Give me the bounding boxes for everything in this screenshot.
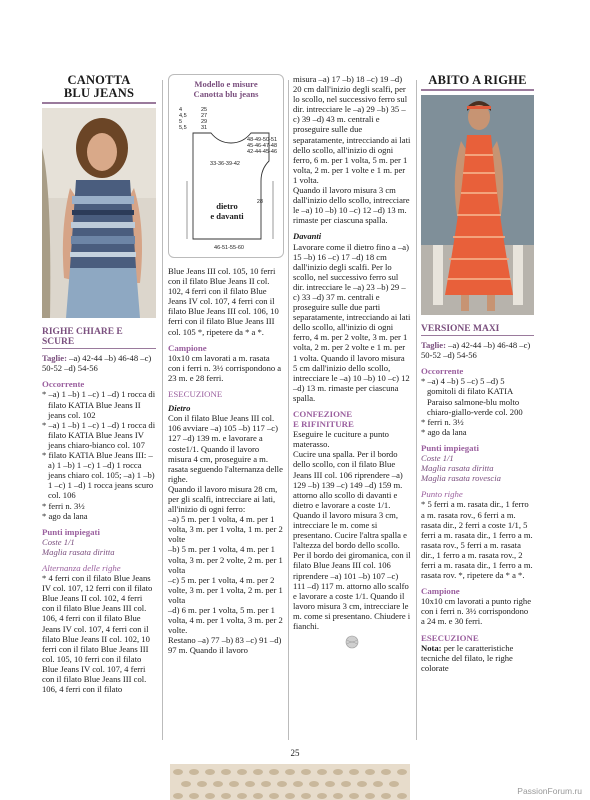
column-divider (288, 80, 289, 740)
punti-title: Punti impiegati (421, 442, 479, 453)
column-diagram (168, 74, 284, 655)
campione-title: Campione (421, 586, 460, 597)
dietro-title: Dietro (168, 403, 191, 414)
occorrente-title: Occorrente (42, 379, 85, 390)
righe-title: Punto righe (421, 489, 463, 500)
confezione-text: Eseguire le cuciture a punto materasso. (293, 429, 389, 450)
occorrente-item: * ago da lana (421, 426, 467, 437)
dietro-continued: misura –a) 17 –b) 18 –c) 19 –d) 20 cm dall'inizio degli scalfi, per lo scollo, nel successivo ferro sul dir. intrecciare le –a) 29 –b) 35 –c) 39 –d) 43 m. centrali e proseguire sulle due separatamente, intrecciando ai lati dello scollo, all'inizio di ogni ferro, 6 m. per 1 volta, 5 m. per 1 volta, 2 m. per 1 volte e 1 m. per 1 volta. (293, 74, 411, 185)
model-photo-canotta (42, 108, 156, 318)
dietro-size-b: –b) 5 m. per 1 volta, 4 m. per 1 volta, 3 m. per 2 volte, 2 m. per 1 volta (168, 544, 283, 575)
punti-title: Punti impiegati (42, 526, 100, 537)
dietro-text: Con il filato Blue Jeans III col. 106 avviare –a) 105 –b) 117 –c) 127 –d) 139 m. e lavorare a coste1/1. Quando il lavoro misura 4 cm, proseguire a m. rasata seguendo l'alternanza delle righe. (168, 413, 283, 484)
column-instructions (293, 74, 411, 651)
taglie-label: Taglie: (42, 353, 67, 364)
confezione-title: CONFEZIONE E RIFINITURE (293, 409, 354, 430)
dietro-text: Quando il lavoro misura 28 cm, per gli scalfi, intrecciare ai lati, all'inizio di ogni ferro: (168, 483, 278, 515)
occorrente-item: * –a) 4 –b) 5 –c) 5 –d) 5 gomitoli di filato KATIA Paraiso salmone-blu molto chiaro-giallo-verde col. 200 (421, 376, 523, 417)
punto-item: Maglia rasata diritta (421, 463, 494, 474)
taglie-text: –a) 42-44 –b) 46-48 –c) 50-52 –d) 54-56 (421, 340, 531, 361)
campione-text: 10x10 cm lavorati a m. rasata con i ferri n. 3½ corrispondono a 23 m. e 28 ferri. (168, 352, 282, 383)
watermark: PassionForum.ru (517, 786, 582, 796)
article-title: CANOTTA BLU JEANS (63, 73, 135, 100)
dietro-size-a: –a) 5 m. per 1 volta, 4 m. per 1 volta, 3 m. per 1 volta, 1 m. per 2 volte (168, 514, 283, 545)
occorrente-item: * –a) 1 –b) 1 –c) 1 –d) 1 rocca di filato KATIA Blue Jeans II jeans col. 102 (42, 389, 156, 420)
campione-title: Campione (168, 342, 207, 353)
column-abito (421, 74, 534, 673)
nota-text: per le caratteristiche tecniche del filato, le righe colorate (421, 642, 514, 673)
occorrente-item: * ferri n. 3½ (42, 500, 85, 511)
yarn-ball-icon (293, 635, 411, 651)
campione-text: 10x10 cm lavorati a punto righe con i ferri n. 3½ corrispondono a 24 m. e 30 ferri. (421, 596, 532, 627)
punto-item: Maglia rasata rovescia (421, 473, 501, 484)
taglie-text: –a) 42-44 –b) 46-48 –c) 50-52 –d) 54-56 (42, 353, 152, 374)
taglie-label: Taglie: (421, 340, 446, 351)
alternanza-title: Alternanza delle righe (42, 562, 121, 573)
punto-item: Coste 1/1 (421, 453, 454, 464)
esecuzione-title: ESECUZIONE (421, 632, 479, 643)
article-title: ABITO A RIGHE (428, 73, 527, 87)
dietro-size-d: –d) 6 m. per 1 volta, 5 m. per 1 volta, 4 m. per 1 volta, 3 m. per 2 volte. (168, 605, 283, 636)
dietro-size-c: –c) 5 m. per 1 volta, 4 m. per 2 volte, 3 m. per 1 volta, 2 m. per 1 volta (168, 574, 283, 605)
occorrente-title: Occorrente (421, 366, 464, 377)
davanti-title: Davanti (293, 231, 322, 242)
esecuzione-title: ESECUZIONE (168, 389, 223, 400)
diagram-title: Modello e misure (194, 79, 258, 89)
stripes-continued: Blue Jeans III col. 105, 10 ferri con il filato Blue Jeans II col. 102, 4 ferri con il filato Blue Jeans IV col. 107, 4 ferri con il filato Blue Jeans III col. 106, 10 ferri con il filato Blue Jeans III col. 105 *, ripetere da * a *. (168, 266, 279, 337)
column-divider (416, 80, 417, 740)
dietro-continued: Quando il lavoro misura 3 cm dall'inizio dello scollo, intrecciare le –a) 10 –b) 10 –c) 12 –d) 13 m. rimaste per ciascuna spalla. (293, 185, 410, 226)
section-subtitle: VERSIONE MAXI (421, 324, 500, 334)
page-number: 25 (290, 748, 300, 758)
model-photo-abito (421, 95, 534, 315)
column-divider (162, 80, 163, 740)
occorrente-item: * ferri n. 3½ (421, 416, 464, 427)
measurement-diagram: Modello e misure Canotta blu jeans 4 4,5 5 5,5 25 27 29 31 48-49-50-51 45-46-47-48 42-44-45-46 33-36-39-42 28 dietro e davanti 46-51-55-60 (168, 74, 284, 258)
column-canotta (42, 74, 156, 694)
alternanza-text: * 4 ferri con il filato Blue Jeans IV col. 107, 12 ferri con il filato Blue Jeans II col. 102, 4 ferri con il filato Blue Jeans III col. 106, 4 ferri con il filato Blue Jeans IV col. 107, 4 ferri con il filato Blue Jeans II col. 102, 10 ferri con il filato Blue Jeans III col. 105, 10 ferri con il filato Blue Jeans IV col. 107, 4 ferri con il filato Blue Jeans III col. 106, 4 ferri con il filato (42, 573, 153, 695)
punto-item: Coste 1/1 (42, 536, 75, 547)
dietro-text: Restano –a) 77 –b) 83 –c) 91 –d) 97 m. Quando il lavoro (168, 635, 282, 656)
confezione-text: Cucire una spalla. Per il bordo dello scollo, con il filato Blue Jeans III col. 106 riprendere –a) 129 –b) 139 –c) 149 –d) 159 m. attorno allo scollo di davanti e dietro e lavorare a coste 1/1. Quando il lavoro misura 3 cm, intrecciare le m. come si presentano. Cucire l'altra spalla e l'altezza del bordo dello scollo. Per il bordo dei giromanica, con il filato Blue Jeans III col. 106 riprendere –a) 101 –b) 107 –c) 111 –d) 117 m. attorno allo scalfo e lavorare a coste 1/1. Quando il lavoro misura 3 cm, intrecciare le m. come si presentano. Chiudere i fianchi. (293, 449, 411, 631)
nota-label: Nota: (421, 642, 442, 653)
davanti-text: Lavorare come il dietro fino a –a) 15 –b) 16 –c) 17 –d) 18 cm dall'inizio degli scalfi. Per lo scollo, nel successivo ferro sul dir. intrecciare le –a) 23 –b) 29 –c) 33 –d) 37 m. centrali e proseguire sulle due parti separatamente, intrecciando ai lati dello scollo, all'inizio di ogni ferro, 4 m. per 2 volte, 3 m. per 1 volta, 2 m. per 2 volte e 1 m. per 1 volta. Quando il lavoro misura 5 cm dall'inizio dello scollo, intrecciare le –a) 10 –b) 10 –c) 12 –d) 13 m. rimaste per ciascuna spalla. (293, 241, 411, 403)
knit-texture-image (170, 764, 410, 800)
section-subtitle: RIGHE CHIARE E SCURE (42, 327, 123, 348)
occorrente-item: * ago da lana (42, 510, 88, 521)
occorrente-item: * filato KATIA Blue Jeans III: –a) 1 –b) 1 –c) 1 –d) 1 rocca jeans chiaro col. 105; –a) 1 –b) 1 –c) 1 –d) 1 rocca jeans scuro col. 106 (42, 450, 155, 501)
righe-text: * 5 ferri a m. rasata dir., 1 ferro a m. rasata rov., 6 ferri a m. rasata dir., 2 ferri a coste 1/1, 5 ferri a m. rasata dir., 1 ferro a m. rasata rov., 5 ferri a m. rasata dir., 1 ferro a m. rasata rov., 2 ferri a m. rasata dir., 1 ferro a m. rasata rov. *, ripetere da * a *. (421, 499, 533, 581)
punto-item: Maglia rasata diritta (42, 546, 115, 557)
diagram-subtitle: Canotta blu jeans (193, 89, 259, 99)
occorrente-item: * –a) 1 –b) 1 –c) 1 –d) 1 rocca di filato KATIA Blue Jeans IV jeans chiaro-bianco col. 107 (42, 419, 156, 450)
